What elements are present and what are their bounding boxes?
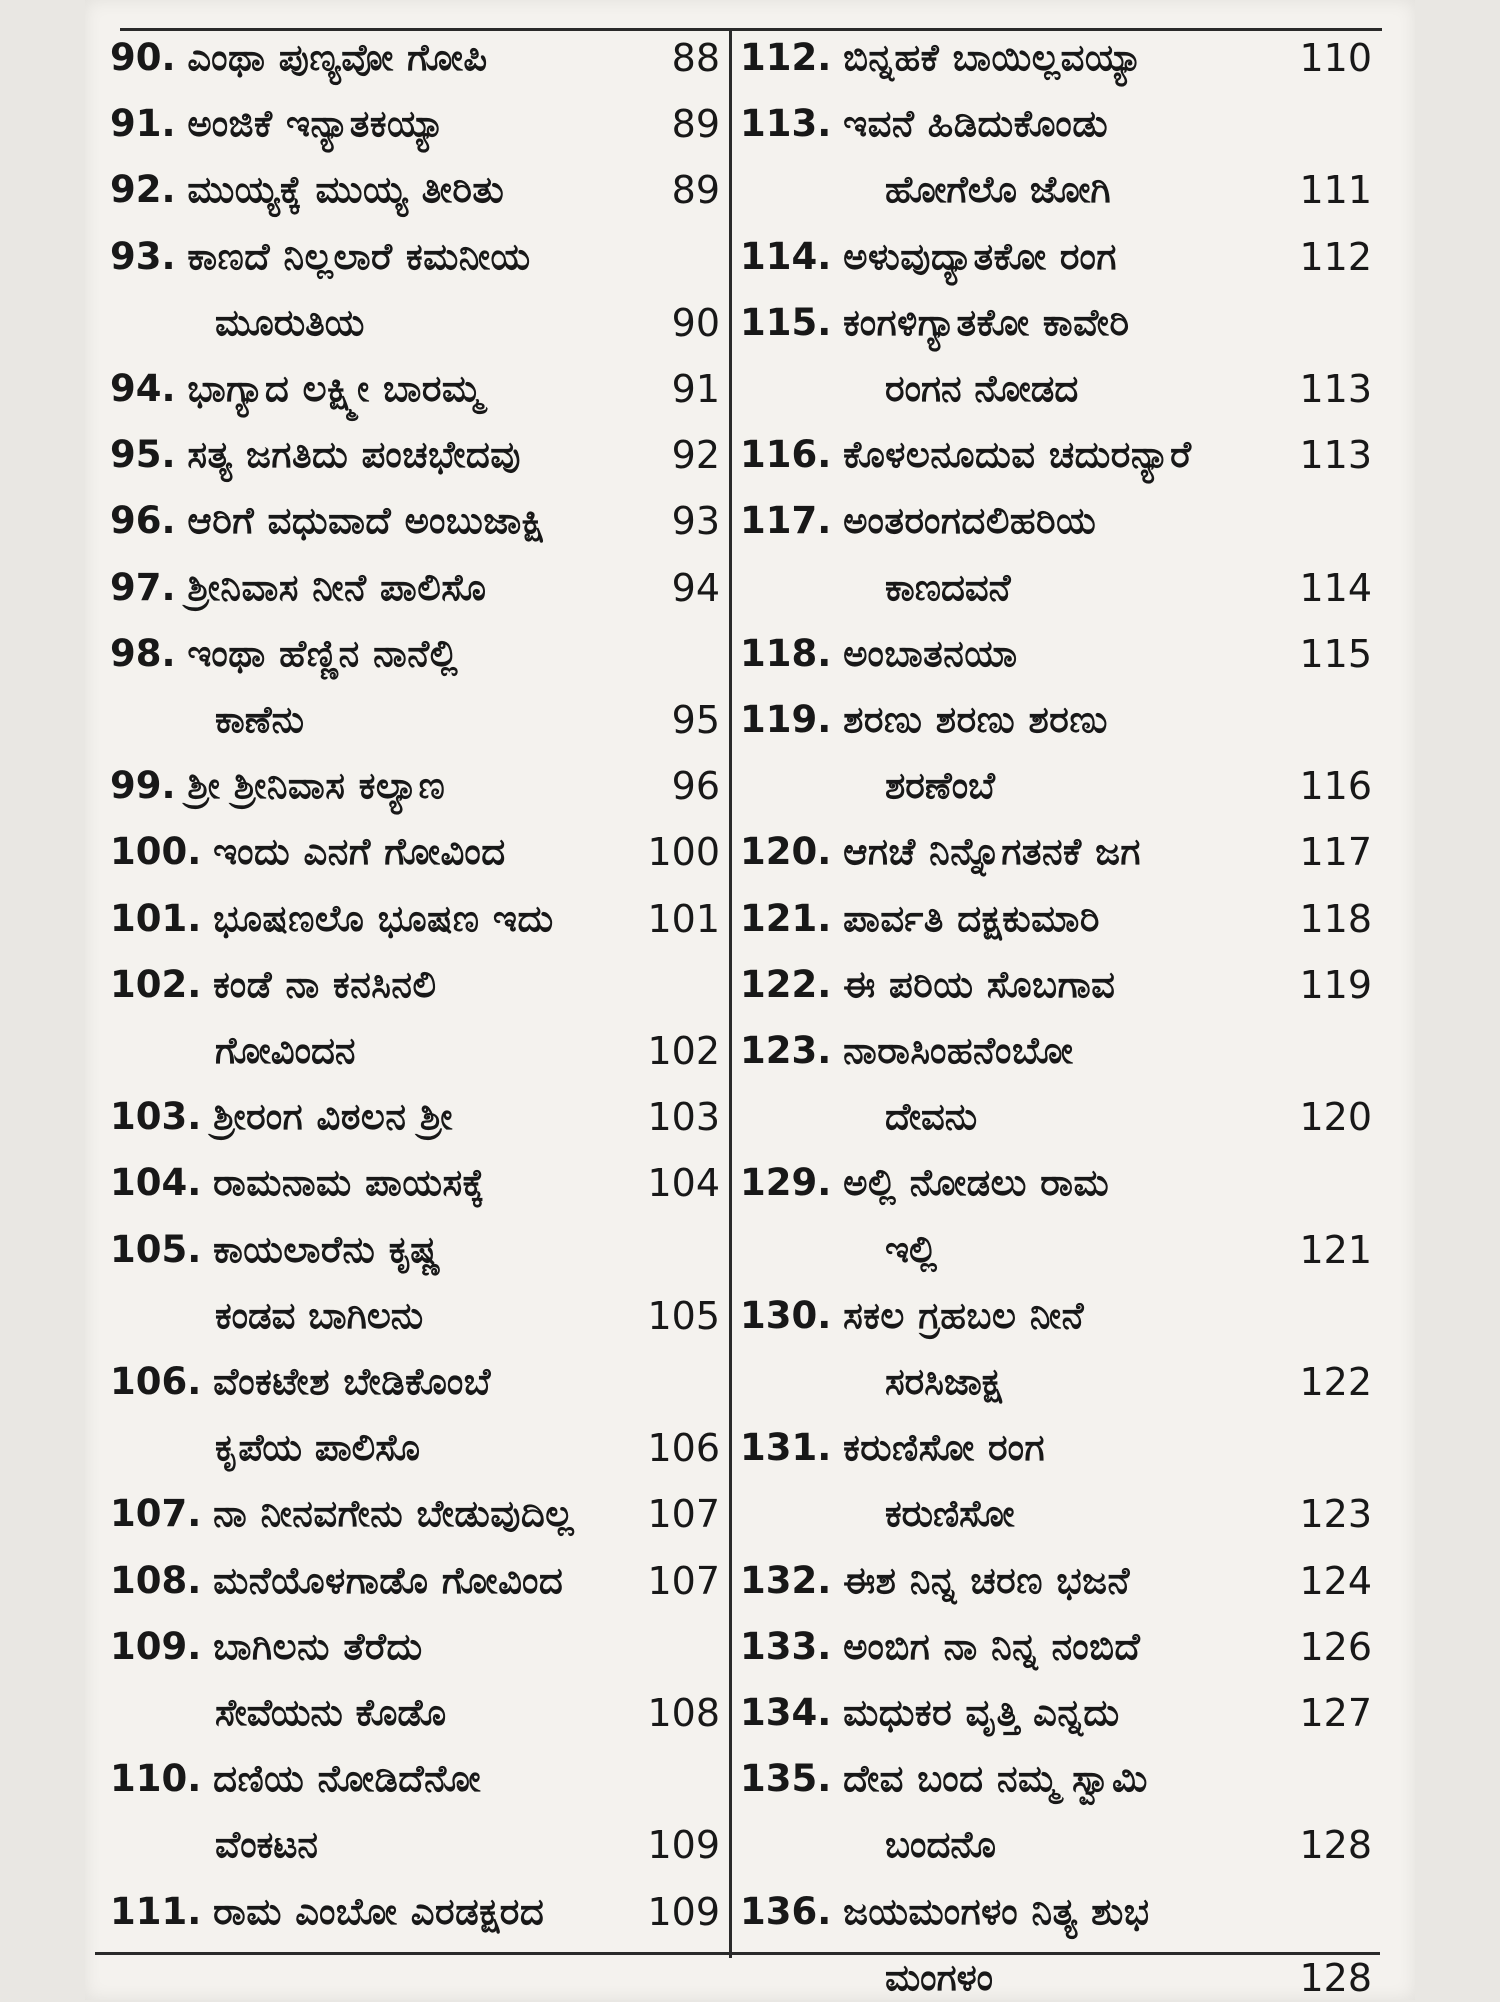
entry-number: 123. <box>740 1029 832 1072</box>
entry-number: 96. <box>110 499 176 543</box>
toc-entry <box>110 1623 423 1671</box>
entry-page-number: 123 <box>1299 1492 1372 1537</box>
toc-entry <box>110 1226 441 1274</box>
entry-number: 110. <box>110 1757 202 1801</box>
entry-number: 112. <box>740 36 832 79</box>
entry-page-number: 102 <box>647 1029 720 1073</box>
toc-entry <box>740 630 1018 678</box>
top-rule <box>120 28 1382 31</box>
entry-title-continued: ಕಾಣದವನೆ <box>885 565 1011 609</box>
entry-title-continued: ವೆಂಕಟನ <box>215 1823 319 1867</box>
entry-page-number: 95 <box>671 698 720 742</box>
entry-title: ಕರುಣಿಸೋ ರಂಗ <box>843 1426 1045 1470</box>
entry-page-number: 96 <box>671 764 720 809</box>
toc-entry <box>110 34 488 82</box>
entry-title-continued: ಸೇವೆಯನು ಕೊಡೊ <box>215 1691 447 1734</box>
entry-number: 115. <box>740 300 832 344</box>
entry-number: 135. <box>740 1757 832 1801</box>
entry-number: 102. <box>110 962 202 1006</box>
entry-title: ಇಂದು ಎನಗೆ ಗೋವಿಂದ <box>213 830 506 874</box>
entry-page-number: 113 <box>1299 367 1372 411</box>
entry-page-number: 120 <box>1299 1095 1372 1140</box>
entry-page-number: 114 <box>1299 565 1372 610</box>
entry-page-number: 116 <box>1299 764 1372 809</box>
entry-title-continued: ಸರಸಿಜಾಕ್ಷ <box>885 1360 1002 1403</box>
entry-title-continued: ಹೋಗೆಲೊ ಜೋಗಿ <box>885 168 1111 212</box>
entry-number: 101. <box>110 896 202 940</box>
toc-entry <box>110 1557 563 1605</box>
entry-number: 91. <box>110 102 176 146</box>
entry-number: 129. <box>740 1161 832 1205</box>
entry-title: ಕೊಳಲನೂದುವ ಚದುರನ್ಯಾರೆ <box>843 433 1192 477</box>
toc-entry <box>110 1755 481 1803</box>
entry-title: ನಾರಾಸಿಂಹನೆಂಬೋ <box>843 1029 1074 1072</box>
entry-page-number: 119 <box>1299 962 1372 1007</box>
entry-title: ಅಂತರಂಗದಲಿಹರಿಯ <box>843 499 1097 543</box>
entry-title: ಅಂಜಿಕೆ ಇನ್ಯಾತಕಯ್ಯಾ <box>187 102 446 146</box>
entry-title: ಮಧುಕರ ವೃತ್ತಿ ಎನ್ನದು <box>843 1691 1120 1734</box>
entry-title: ಶ್ರೀ ಶ್ರೀನಿವಾಸ ಕಲ್ಯಾಣ <box>187 764 446 808</box>
entry-number: 92. <box>110 168 176 212</box>
entry-page-number: 93 <box>671 499 720 544</box>
entry-page-number: 89 <box>671 102 720 147</box>
entry-title-continued: ಬಂದನೊ <box>885 1823 996 1867</box>
entry-title-continued: ಇಲ್ಲಿ <box>885 1227 938 1271</box>
toc-entry <box>740 1888 1150 1936</box>
entry-number: 134. <box>740 1691 832 1734</box>
toc-entry <box>740 100 1108 148</box>
toc-entry <box>740 1755 1148 1803</box>
entry-number: 136. <box>740 1889 832 1933</box>
entry-title: ಅಲ್ಲಿ ನೋಡಲು ರಾಮ <box>843 1161 1110 1205</box>
entry-page-number: 118 <box>1299 896 1372 941</box>
entry-page-number: 92 <box>671 433 720 478</box>
entry-number: 109. <box>110 1624 202 1668</box>
entry-page-number: 113 <box>1299 433 1372 478</box>
entry-page-number: 127 <box>1299 1691 1372 1735</box>
toc-entry <box>740 299 1130 347</box>
toc-entry <box>740 895 1100 943</box>
entry-page-number: 107 <box>647 1558 720 1603</box>
toc-entry <box>740 1292 1084 1340</box>
entry-number: 130. <box>740 1293 832 1337</box>
entry-title: ಶ್ರೀನಿವಾಸ ನೀನೆ ಪಾಲಿಸೊ <box>187 565 487 609</box>
entry-number: 119. <box>740 698 832 741</box>
entry-title: ಆಗಚೆ ನಿನ್ನೊಗತನಕೆ ಜಗ <box>843 830 1141 874</box>
toc-entry <box>740 233 1117 281</box>
toc-entry <box>740 696 1108 744</box>
entry-number: 122. <box>740 962 832 1006</box>
entry-page-number: 111 <box>1299 168 1372 213</box>
column-divider <box>729 28 732 1958</box>
toc-entry <box>740 961 1115 1009</box>
entry-title-continued: ರಂಗನ ನೋಡದ <box>885 367 1079 410</box>
entry-number: 99. <box>110 764 176 808</box>
entry-page-number: 100 <box>647 830 720 875</box>
entry-title: ರಾಮ ಎಂಬೋ ಎರಡಕ್ಷರದ <box>213 1889 545 1933</box>
entry-title: ಈಶ ನಿನ್ನ ಚರಣ ಭಜನೆ <box>843 1558 1131 1602</box>
toc-entry <box>110 365 483 413</box>
entry-page-number: 115 <box>1299 631 1372 676</box>
entry-title: ಶ್ರೀರಂಗ ವಿಠಲನ ಶ್ರೀ <box>213 1095 453 1139</box>
entry-title: ಬಿನ್ನಹಕೆ ಬಾಯಿಲ್ಲವಯ್ಯಾ <box>843 36 1144 79</box>
entry-page-number: 117 <box>1299 830 1372 875</box>
entry-title-continued: ಮೂರುತಿಯ <box>215 300 365 344</box>
entry-title: ರಾಮನಾಮ ಪಾಯಸಕ್ಕೆ <box>213 1161 485 1205</box>
entry-page-number: 128 <box>1299 1823 1372 1868</box>
entry-title-continued: ಮಂಗಳಂ <box>885 1955 994 1999</box>
entry-number: 94. <box>110 367 176 410</box>
entry-page-number: 91 <box>671 367 720 411</box>
entry-number: 90. <box>110 36 176 79</box>
toc-entry <box>110 166 504 214</box>
entry-title-continued: ಕಂಡವ ಬಾಗಿಲನು <box>215 1293 424 1337</box>
entry-page-number: 112 <box>1299 234 1372 279</box>
entry-page-number: 110 <box>1299 36 1372 80</box>
entry-number: 120. <box>740 830 832 874</box>
toc-entry <box>110 497 545 545</box>
entry-title-continued: ಶರಣೆಂಬೆ <box>885 764 995 808</box>
entry-title: ಭಾಗ್ಯಾದ ಲಕ್ಷ್ಮೀ ಬಾರಮ್ಮ <box>187 367 483 410</box>
toc-entry <box>110 233 531 281</box>
toc-entry <box>110 630 458 678</box>
entry-number: 133. <box>740 1624 832 1668</box>
entry-number: 103. <box>110 1095 202 1139</box>
entry-title: ಮುಯ್ಯಕ್ಕೆ ಮುಯ್ಯ ತೀರಿತು <box>187 168 505 212</box>
entry-title: ಅಳುವುದ್ಯಾತಕೋ ರಂಗ <box>843 234 1117 278</box>
toc-entry <box>740 1557 1130 1605</box>
entry-page-number: 90 <box>671 300 720 345</box>
entry-number: 117. <box>740 499 832 543</box>
entry-number: 113. <box>740 102 832 146</box>
entry-number: 118. <box>740 631 832 675</box>
entry-number: 100. <box>110 830 202 874</box>
toc-entry <box>110 1490 574 1538</box>
toc-entry <box>110 961 437 1009</box>
entry-number: 95. <box>110 433 176 477</box>
entry-title: ಕಾಣದೆ ನಿಲ್ಲಲಾರೆ ಕಮನೀಯ <box>187 234 531 278</box>
entry-title: ದೇವ ಬಂದ ನಮ್ಮ ಸ್ವಾಮಿ <box>843 1757 1148 1801</box>
entry-page-number: 105 <box>647 1293 720 1338</box>
entry-number: 106. <box>110 1360 202 1403</box>
entry-title: ಕಾಯಲಾರೆನು ಕೃಷ್ಣ <box>213 1227 442 1271</box>
toc-entry <box>110 1093 453 1141</box>
entry-title: ಕಂಡೆ ನಾ ಕನಸಿನಲಿ <box>213 962 437 1006</box>
entry-page-number: 108 <box>647 1691 720 1735</box>
entry-number: 132. <box>740 1558 832 1602</box>
entry-number: 121. <box>740 896 832 940</box>
entry-number: 111. <box>110 1889 202 1933</box>
toc-entry <box>110 895 554 943</box>
entry-number: 105. <box>110 1227 202 1271</box>
entry-title: ಶರಣು ಶರಣು ಶರಣು <box>843 698 1108 741</box>
toc-entry <box>740 828 1141 876</box>
toc-entry <box>740 1623 1140 1671</box>
entry-title-continued: ಕೃಪೆಯ ಪಾಲಿಸೊ <box>215 1426 420 1470</box>
toc-entry <box>110 100 445 148</box>
entry-page-number: 109 <box>647 1823 720 1868</box>
entry-number: 98. <box>110 631 176 675</box>
entry-title: ಜಯಮಂಗಳಂ ನಿತ್ಯ ಶುಭ <box>843 1889 1150 1933</box>
entry-title: ಎಂಥಾ ಪುಣ್ಯವೋ ಗೋಪಿ <box>187 36 488 79</box>
entry-title-continued: ಕರುಣಿಸೋ <box>885 1492 1015 1536</box>
entry-number: 116. <box>740 433 832 477</box>
entry-title-continued: ಕಾಣೆನು <box>215 698 304 741</box>
entry-page-number: 88 <box>671 36 720 80</box>
entry-title: ಪಾರ್ವತಿ ದಕ್ಷಕುಮಾರಿ <box>843 896 1100 940</box>
entry-title: ಬಾಗಿಲನು ತೆರೆದು <box>213 1624 423 1668</box>
entry-page-number: 94 <box>671 565 720 610</box>
toc-entry <box>110 431 521 479</box>
entry-title: ಮನೆಯೊಳಗಾಡೊ ಗೋವಿಂದ <box>213 1558 564 1602</box>
entry-page-number: 124 <box>1299 1558 1372 1603</box>
entry-number: 107. <box>110 1492 202 1536</box>
entry-title: ದಣಿಯ ನೋಡಿದೆನೋ <box>213 1757 481 1801</box>
entry-number: 97. <box>110 565 176 609</box>
toc-entry <box>110 828 506 876</box>
entry-page-number: 121 <box>1299 1227 1372 1272</box>
entry-page-number: 103 <box>647 1095 720 1140</box>
entry-title: ಇಂಥಾ ಹೆಣ್ಣಿನ ನಾನೆಲ್ಲಿ <box>187 631 459 675</box>
entry-page-number: 122 <box>1299 1360 1372 1404</box>
toc-entry <box>110 1358 491 1406</box>
entry-number: 131. <box>740 1426 832 1470</box>
entry-page-number: 106 <box>647 1426 720 1471</box>
entry-title-continued: ಗೋವಿಂದನ <box>215 1029 356 1072</box>
entry-title-continued: ದೇವನು <box>885 1095 978 1139</box>
toc-entry <box>740 1027 1073 1075</box>
entry-page-number: 89 <box>671 168 720 213</box>
toc-entry <box>740 1689 1120 1737</box>
entry-title: ಭೂಷಣಲೊ ಭೂಷಣ ಇದು <box>213 896 554 940</box>
entry-number: 93. <box>110 234 176 278</box>
entry-title: ವೆಂಕಟೇಶ ಬೇಡಿಕೊಂಬೆ <box>213 1360 491 1403</box>
toc-entry <box>110 1888 544 1936</box>
entry-number: 104. <box>110 1161 202 1205</box>
toc-entry <box>740 431 1192 479</box>
entry-page-number: 128 <box>1299 1955 1372 2000</box>
toc-entry <box>110 1159 485 1207</box>
entry-page-number: 104 <box>647 1161 720 1206</box>
entry-number: 114. <box>740 234 832 278</box>
entry-page-number: 126 <box>1299 1624 1372 1669</box>
entry-title: ಸತ್ಯ ಜಗತಿದು ಪಂಚಭೇದವು <box>187 433 521 477</box>
entry-title: ಈ ಪರಿಯ ಸೊಬಗಾವ <box>843 962 1116 1006</box>
entry-title: ಅಂಬಾತನಯಾ <box>843 631 1018 675</box>
entry-title: ಸಕಲ ಗ್ರಹಬಲ ನೀನೆ <box>843 1293 1085 1337</box>
toc-entry <box>740 1424 1045 1472</box>
toc-entry <box>740 34 1143 82</box>
toc-entry <box>110 762 445 810</box>
bottom-rule <box>95 1952 1380 1955</box>
toc-entry <box>740 1159 1109 1207</box>
entry-title: ಅಂಬಿಗ ನಾ ನಿನ್ನ ನಂಬಿದೆ <box>843 1624 1141 1668</box>
entry-page-number: 101 <box>647 896 720 941</box>
entry-number: 108. <box>110 1558 202 1602</box>
toc-entry <box>740 497 1096 545</box>
entry-title: ಇವನೆ ಹಿಡಿದುಕೊಂಡು <box>843 102 1109 146</box>
entry-title: ನಾ ನೀನವಗೇನು ಬೇಡುವುದಿಲ್ಲ <box>213 1492 575 1536</box>
entry-title: ಕಂಗಳಿಗ್ಯಾತಕೋ ಕಾವೇರಿ <box>843 300 1130 344</box>
toc-entry <box>110 564 487 612</box>
entry-page-number: 109 <box>647 1889 720 1934</box>
entry-page-number: 107 <box>647 1492 720 1537</box>
entry-title: ಆರಿಗೆ ವಧುವಾದೆ ಅಂಬುಜಾಕ್ಷಿ <box>187 499 546 543</box>
